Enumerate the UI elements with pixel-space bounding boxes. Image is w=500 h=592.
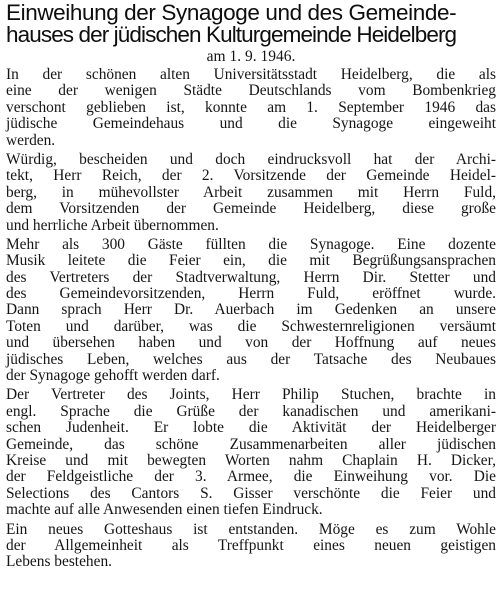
- paragraph-line: der Synagoge gehofft werden darf.: [6, 367, 220, 385]
- article-body: [6, 67, 496, 571]
- paragraph-line: berg, in mühevollster Arbeit zusammen mit Herrn Fuld,: [6, 183, 496, 201]
- paragraph-line: engl. Sprache die Grüße der kanadischen und amerikani-: [6, 402, 496, 420]
- paragraph-line: Gemeinde, das schöne Zusammenarbeiten aller jüdischen: [6, 435, 496, 453]
- paragraph-line: In der schönen alten Universitätsstadt Heidelberg, die als: [6, 66, 496, 83]
- paragraph-line: eine der wenigen Städte Deutschlands vom Bombenkrieg: [6, 82, 496, 100]
- paragraph-line: werden.: [6, 131, 56, 149]
- headline-line-2: hauses der jüdischen Kulturgemeinde Heidelberg: [6, 22, 457, 47]
- newspaper-clipping: [6, 0, 496, 592]
- paragraph-line: jüdisches Leben, welches aus der Tatsache des Neubaues: [6, 350, 496, 368]
- paragraph-line: tekt, Herr Reich, der 2. Vorsitzende der Gemeinde Heidel-: [6, 167, 496, 185]
- paragraph-line: der Allgemeinheit als Treffpunkt eines neuen geistigen: [6, 536, 496, 554]
- paragraph-line: verschont geblieben ist, konnte am 1. September 1946 das: [6, 98, 496, 116]
- article-paragraph-4: [6, 387, 496, 518]
- paragraph-line: des Gemeindevorsitzenden, Herrn Fuld, eröffnet wurde.: [6, 285, 496, 303]
- article-headline: [6, 2, 496, 46]
- paragraph-line: Würdig, bescheiden und doch eindrucksvoll hat der Archi-: [6, 150, 496, 168]
- paragraph-line: Dann sprach Herr Dr. Auerbach im Gedenken an unsere: [6, 301, 496, 319]
- article-paragraph-2: [6, 152, 496, 234]
- article-paragraph-3: [6, 237, 496, 385]
- paragraph-line: Ein neues Gotteshaus ist entstanden. Möge es zum Wohle: [6, 520, 496, 538]
- paragraph-line: schen Judenheit. Er lobte die Aktivität der Heidelberger: [6, 419, 496, 437]
- paragraph-line: der Feldgeistliche der 3. Armee, die Einweihung vor. Die: [6, 468, 496, 486]
- paragraph-line: Mehr als 300 Gäste füllten die Synagoge. Eine dozente: [6, 235, 496, 253]
- headline-line-1: Einweihung der Synagoge und des Gemeinde-: [6, 0, 457, 25]
- article-paragraph-5: [6, 522, 496, 571]
- paragraph-line: Toten und darüber, was die Schwesternreligionen versäumt: [6, 317, 496, 335]
- paragraph-line: Der Vertreter des Joints, Herr Philip Stuchen, brachte in: [6, 386, 496, 404]
- paragraph-line: Kreise und mit bewegten Worten nahm Chaplain H. Dicker,: [6, 451, 496, 469]
- paragraph-line: machte auf alle Anwesenden einen tiefen Eindruck.: [6, 501, 323, 519]
- article-paragraph-1: [6, 67, 496, 149]
- article-dateline: am 1. 9. 1946.: [206, 48, 296, 65]
- paragraph-line: jüdische Gemeindehaus und die Synagoge eingeweiht: [6, 115, 496, 133]
- paragraph-line: und übersehen haben und von der Hoffnung auf neues: [6, 334, 496, 352]
- paragraph-line: Lebens bestehen.: [6, 553, 112, 571]
- paragraph-line: dem Vorsitzenden der Gemeinde Heidelberg, diese große: [6, 200, 496, 218]
- paragraph-line: und herrliche Arbeit übernommen.: [6, 216, 219, 234]
- paragraph-line: Selections des Cantors S. Gisser verschönte die Feier und: [6, 484, 496, 502]
- paragraph-line: Musik leitete die Feier ein, die mit Begrüßungsansprachen: [6, 252, 496, 270]
- paragraph-line: des Vertreters der Stadtverwaltung, Herrn Dir. Stetter und: [6, 268, 496, 286]
